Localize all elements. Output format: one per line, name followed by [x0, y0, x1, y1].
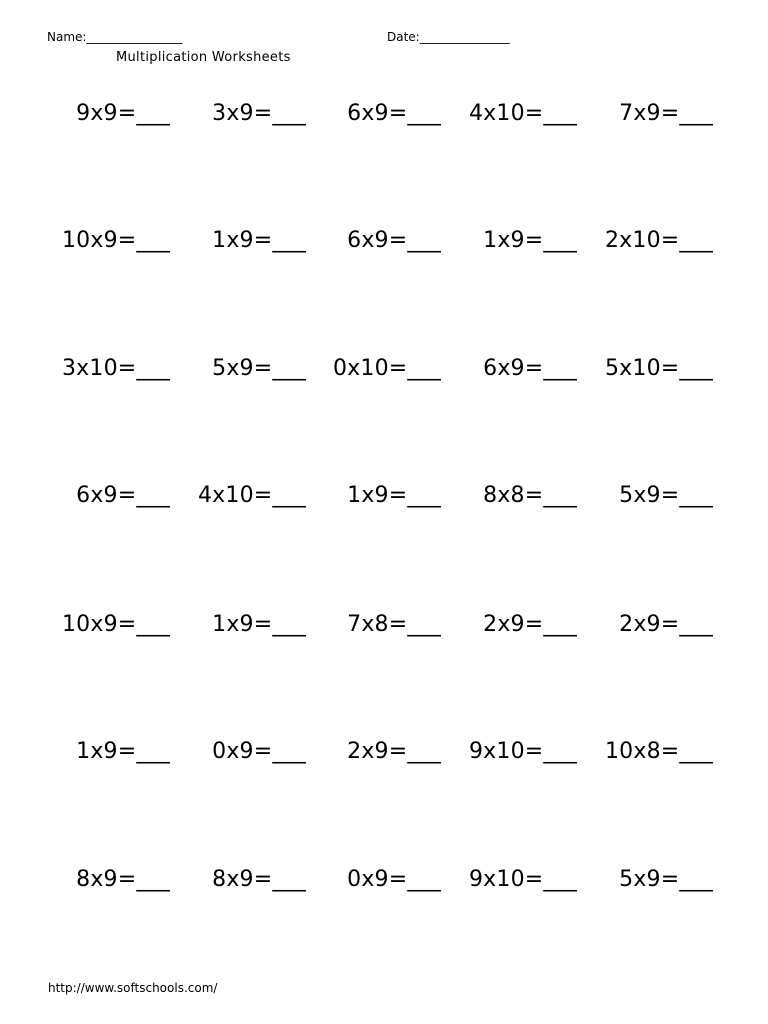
problem: 0x9=___	[347, 867, 441, 892]
problem: 10x9=___	[61, 612, 170, 637]
problem: 1x9=___	[212, 612, 306, 637]
problem: 2x9=___	[619, 612, 713, 637]
problem: 5x9=___	[619, 483, 713, 508]
problem: 6x9=___	[347, 228, 441, 253]
problem: 7x9=___	[619, 101, 713, 126]
problem: 3x10=___	[61, 356, 170, 381]
problem-row	[0, 612, 768, 642]
problem: 5x10=___	[604, 356, 713, 381]
date-field: Date:_______________	[387, 30, 510, 44]
problem: 1x9=___	[483, 228, 577, 253]
problem: 9x10=___	[468, 739, 577, 764]
problem-row	[0, 739, 768, 769]
problem: 6x9=___	[483, 356, 577, 381]
problem-row	[0, 101, 768, 131]
problem: 6x9=___	[76, 483, 170, 508]
problem: 2x9=___	[483, 612, 577, 637]
problem: 4x10=___	[468, 101, 577, 126]
problem: 1x9=___	[347, 483, 441, 508]
problem: 2x10=___	[604, 228, 713, 253]
problem-row	[0, 356, 768, 386]
problem: 4x10=___	[197, 483, 306, 508]
problem-row	[0, 228, 768, 258]
problem: 0x9=___	[212, 739, 306, 764]
problem: 7x8=___	[347, 612, 441, 637]
problem: 0x10=___	[332, 356, 441, 381]
problem: 1x9=___	[212, 228, 306, 253]
problem: 6x9=___	[347, 101, 441, 126]
worksheet-title: Multiplication Worksheets	[116, 50, 291, 65]
problem: 9x10=___	[468, 867, 577, 892]
problem: 2x9=___	[347, 739, 441, 764]
problem-row	[0, 483, 768, 513]
footer-url: http://www.softschools.com/	[48, 981, 218, 995]
problem: 5x9=___	[212, 356, 306, 381]
problem: 10x9=___	[61, 228, 170, 253]
problem: 3x9=___	[212, 101, 306, 126]
problem-row	[0, 867, 768, 897]
problem: 5x9=___	[619, 867, 713, 892]
problem: 8x9=___	[76, 867, 170, 892]
problem: 8x8=___	[483, 483, 577, 508]
problem: 9x9=___	[76, 101, 170, 126]
name-field: Name:________________	[47, 30, 183, 44]
problem: 1x9=___	[76, 739, 170, 764]
problem: 10x8=___	[604, 739, 713, 764]
problem: 8x9=___	[212, 867, 306, 892]
